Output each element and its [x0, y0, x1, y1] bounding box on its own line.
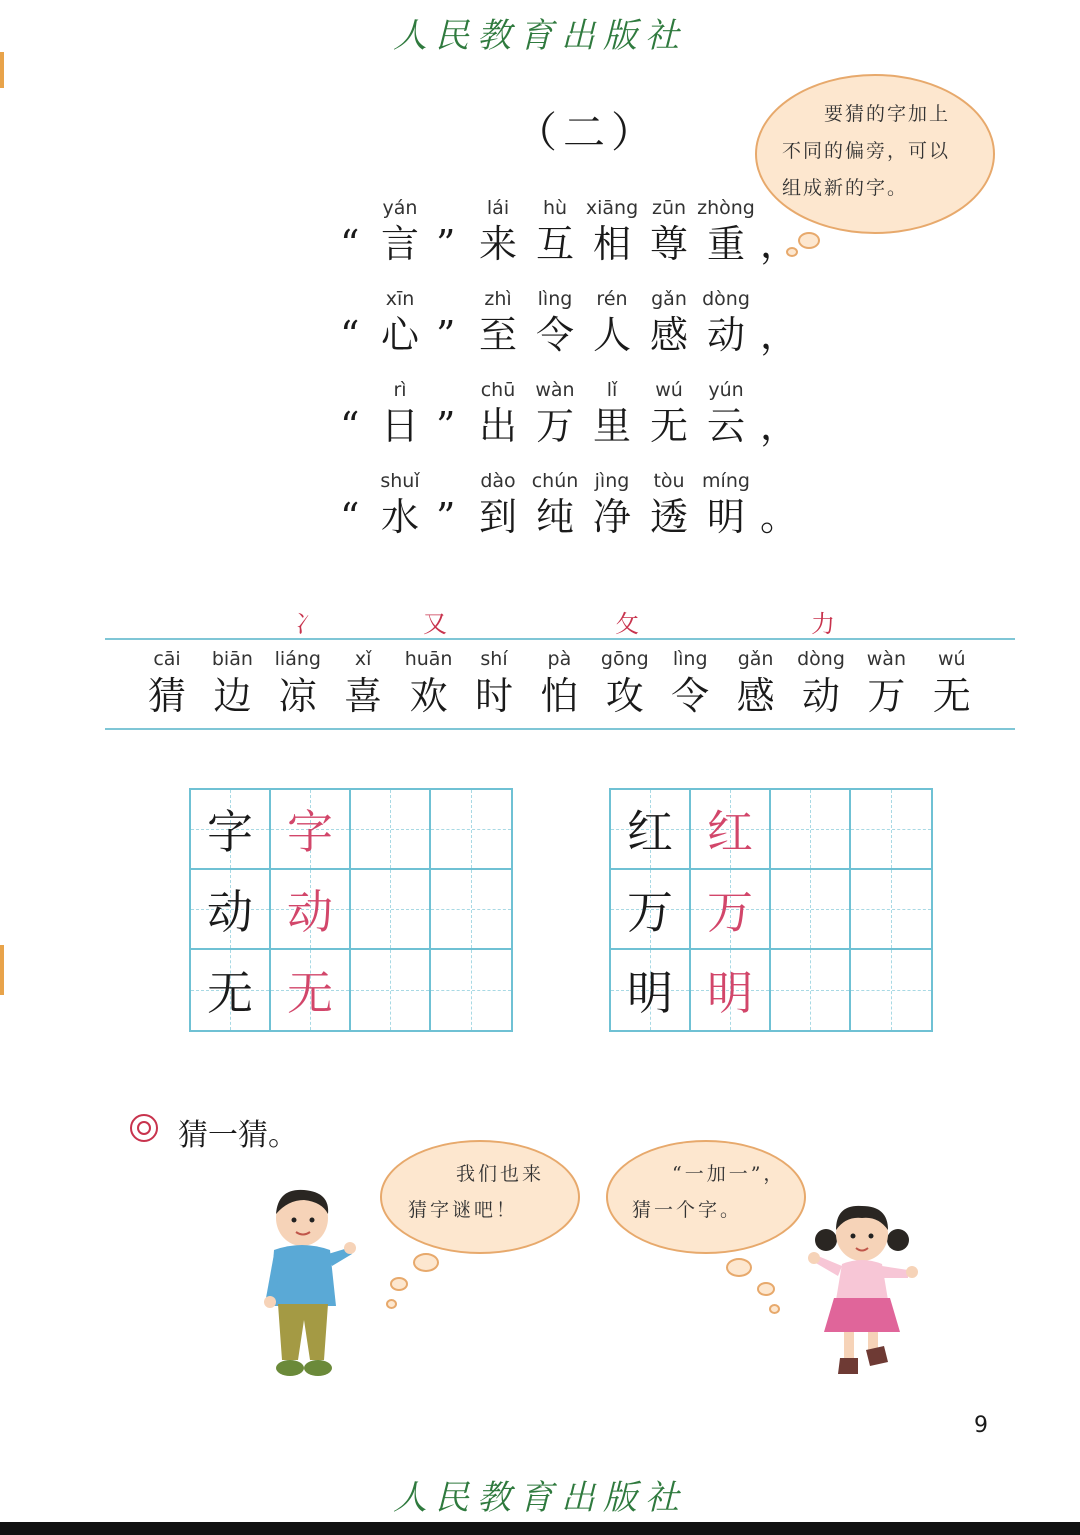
guess-heading: 猜一猜。: [178, 1118, 298, 1153]
hanzi: 欢: [409, 674, 448, 718]
tracing-char: 无: [287, 966, 333, 1020]
pinyin: lìng: [537, 288, 573, 310]
grid-cell: [191, 870, 271, 950]
grid-cell: [431, 790, 511, 870]
pinyin: xīn: [385, 288, 415, 310]
hanzi: 万: [535, 404, 574, 448]
pinyin: biān: [211, 648, 253, 670]
poem-lead-char: [370, 468, 430, 540]
open-quote: “: [340, 404, 360, 448]
new-word: [920, 648, 984, 718]
close-quote: ”: [436, 495, 456, 539]
pinyin: lìng: [672, 648, 708, 670]
new-word: [331, 648, 395, 718]
hanzi: 来: [478, 222, 517, 266]
new-word: [854, 648, 918, 718]
close-quote: ”: [436, 404, 456, 448]
publisher-footer: 人民教育出版社: [393, 1478, 687, 1518]
poem-lead-char: [370, 286, 430, 358]
hanzi: 到: [478, 495, 517, 539]
grid-cell: [351, 950, 431, 1030]
new-word: [658, 648, 722, 718]
section-title: （二）: [515, 108, 660, 157]
poem-char: [525, 468, 585, 540]
hanzi: 时: [474, 674, 513, 718]
pinyin: zūn: [651, 197, 687, 219]
poem-char: [525, 377, 585, 449]
hanzi: 相: [592, 222, 631, 266]
hanzi: 令: [535, 313, 574, 357]
grid-cell: [431, 870, 511, 950]
pinyin: xǐ: [354, 648, 372, 670]
radical-hint: 攵: [615, 610, 639, 638]
new-words-strip: [105, 600, 1015, 732]
tracing-char: 红: [707, 805, 753, 859]
poem-char: [696, 377, 756, 449]
pinyin: chū: [480, 379, 516, 401]
hanzi: 日: [380, 404, 419, 448]
grid-cell: [191, 950, 271, 1030]
bubble-dot: [413, 1253, 439, 1272]
poem-char: [582, 286, 642, 358]
hanzi: 纯: [535, 495, 574, 539]
model-char: 字: [207, 805, 253, 859]
tracing-char: 明: [707, 966, 753, 1020]
writing-grid-left: [189, 788, 513, 1032]
publisher-header: 人民教育出版社: [393, 16, 687, 56]
open-quote: “: [340, 222, 360, 266]
tracing-char: 字: [287, 805, 333, 859]
open-quote: “: [340, 313, 360, 357]
grid-cell: [431, 950, 511, 1030]
grid-cell: [851, 790, 931, 870]
pinyin: hù: [542, 197, 568, 219]
grid-cell: [771, 790, 851, 870]
pinyin: dòng: [702, 288, 750, 310]
bubble-dot: [390, 1277, 408, 1291]
pinyin: jìng: [594, 470, 630, 492]
pinyin: rén: [596, 288, 628, 310]
pinyin: rì: [393, 379, 407, 401]
grid-cell: [851, 870, 931, 950]
bubble-dot: [798, 232, 820, 249]
girl-speech-text: “一加一”， 猜一个字。: [632, 1163, 786, 1221]
pinyin: wú: [938, 648, 966, 670]
strip-line-bottom: [105, 728, 1015, 730]
hanzi: 无: [932, 674, 971, 718]
hanzi: 动: [706, 313, 745, 357]
poem-char: [582, 377, 642, 449]
end-punct: ，: [760, 222, 799, 266]
hanzi: 云: [706, 404, 745, 448]
poem-char: [696, 286, 756, 358]
grid-cell: [691, 870, 771, 950]
hanzi: 攻: [605, 674, 644, 718]
writing-grid-right: [609, 788, 933, 1032]
new-word: [135, 648, 199, 718]
hanzi: 怕: [540, 674, 579, 718]
grid-cell: [271, 870, 351, 950]
pinyin: yún: [708, 379, 744, 401]
hanzi: 言: [380, 222, 419, 266]
poem-char: [525, 286, 585, 358]
grid-cell: [191, 790, 271, 870]
pinyin: chún: [531, 470, 579, 492]
grid-cell: [771, 870, 851, 950]
hanzi: 凉: [278, 674, 317, 718]
pinyin: gǎn: [737, 648, 774, 670]
poem-lead-char: [370, 195, 430, 267]
poem-char: [696, 468, 756, 540]
pinyin: shí: [480, 648, 508, 670]
grid-cell: [611, 870, 691, 950]
pinyin: dòng: [797, 648, 845, 670]
page-edge-top: [0, 52, 4, 88]
pinyin: tòu: [653, 470, 685, 492]
page-edge-bottom: [0, 945, 4, 995]
hanzi: 至: [478, 313, 517, 357]
pinyin: gǎn: [651, 288, 687, 310]
pinyin: cāi: [153, 648, 181, 670]
grid-cell: [691, 790, 771, 870]
open-quote: “: [340, 495, 360, 539]
poem-char: [582, 195, 642, 267]
new-word: [266, 648, 330, 718]
poem-char: [468, 468, 528, 540]
bubble-dot: [726, 1258, 752, 1277]
pinyin: wàn: [535, 379, 575, 401]
end-punct: ，: [760, 313, 799, 357]
close-quote: ”: [436, 313, 456, 357]
grid-cell: [771, 950, 851, 1030]
hanzi: 互: [535, 222, 574, 266]
pinyin: shuǐ: [380, 470, 420, 492]
strip-line-top: [105, 638, 1015, 640]
pinyin: dào: [480, 470, 516, 492]
grid-cell: [351, 790, 431, 870]
poem-char: [639, 286, 699, 358]
poem-char: [468, 377, 528, 449]
hanzi: 感: [649, 313, 688, 357]
grid-cell: [851, 950, 931, 1030]
bubble-dot: [386, 1299, 397, 1309]
new-word: [527, 648, 591, 718]
poem-char: [468, 195, 528, 267]
end-punct: ，: [760, 404, 799, 448]
new-word: [462, 648, 526, 718]
close-quote: ”: [436, 222, 456, 266]
poem-char: [639, 377, 699, 449]
hanzi: 净: [592, 495, 631, 539]
hanzi: 里: [592, 404, 631, 448]
hanzi: 人: [592, 313, 631, 357]
boy-illustration: [262, 1188, 358, 1384]
radical-hint: 力: [811, 610, 835, 638]
hanzi: 万: [867, 674, 906, 718]
pinyin: wàn: [866, 648, 906, 670]
pinyin: zhòng: [697, 197, 755, 219]
poem-lead-char: [370, 377, 430, 449]
hanzi: 重: [706, 222, 745, 266]
hanzi: 尊: [649, 222, 688, 266]
page-number: 9: [974, 1413, 988, 1438]
grid-cell: [611, 950, 691, 1030]
grid-cell: [271, 790, 351, 870]
bubble-dot: [757, 1282, 775, 1296]
radical-hint: 冫: [295, 610, 319, 638]
pinyin: lái: [486, 197, 510, 219]
pinyin: liáng: [274, 648, 321, 670]
bottom-band: [0, 1522, 1080, 1535]
hanzi: 水: [380, 495, 419, 539]
poem-char: [468, 286, 528, 358]
poem-char: [582, 468, 642, 540]
seal-icon: [130, 1114, 158, 1142]
hanzi: 令: [671, 674, 710, 718]
pinyin: yán: [382, 197, 418, 219]
bubble-dot: [769, 1304, 780, 1314]
pinyin: wú: [655, 379, 683, 401]
grid-cell: [271, 950, 351, 1030]
grid-cell: [611, 790, 691, 870]
grid-cell: [351, 870, 431, 950]
new-word: [593, 648, 657, 718]
hanzi: 明: [706, 495, 745, 539]
new-word: [397, 648, 461, 718]
model-char: 红: [627, 805, 673, 859]
hanzi: 无: [649, 404, 688, 448]
model-char: 明: [627, 966, 673, 1020]
tracing-char: 动: [287, 885, 333, 939]
poem-char: [639, 195, 699, 267]
pinyin: huān: [404, 648, 453, 670]
new-word: [789, 648, 853, 718]
model-char: 动: [207, 885, 253, 939]
hanzi: 感: [736, 674, 775, 718]
new-word: [200, 648, 264, 718]
pinyin: gōng: [600, 648, 649, 670]
girl-illustration: [808, 1200, 920, 1382]
model-char: 无: [207, 966, 253, 1020]
pinyin: zhì: [484, 288, 512, 310]
hanzi: 猜: [147, 674, 186, 718]
hanzi: 心: [380, 313, 419, 357]
model-char: 万: [627, 885, 673, 939]
boy-speech-text: 我们也来 猜字谜吧！: [408, 1163, 545, 1221]
grid-cell: [691, 950, 771, 1030]
tracing-char: 万: [707, 885, 753, 939]
pinyin: pà: [547, 648, 572, 670]
pinyin: lǐ: [606, 379, 618, 401]
pinyin: xiāng: [585, 197, 639, 219]
hanzi: 出: [478, 404, 517, 448]
poem-char: [525, 195, 585, 267]
hanzi: 喜: [344, 674, 383, 718]
new-word: [724, 648, 788, 718]
radical-hint: 又: [423, 610, 447, 638]
poem-char: [696, 195, 756, 267]
hanzi: 边: [213, 674, 252, 718]
hanzi: 透: [649, 495, 688, 539]
thought-bubble-text: 要猜的字加上 不同的偏旁，可以 组成新的字。: [782, 103, 951, 199]
poem-char: [639, 468, 699, 540]
hanzi: 动: [801, 674, 840, 718]
pinyin: míng: [702, 470, 750, 492]
end-punct: 。: [760, 495, 799, 539]
